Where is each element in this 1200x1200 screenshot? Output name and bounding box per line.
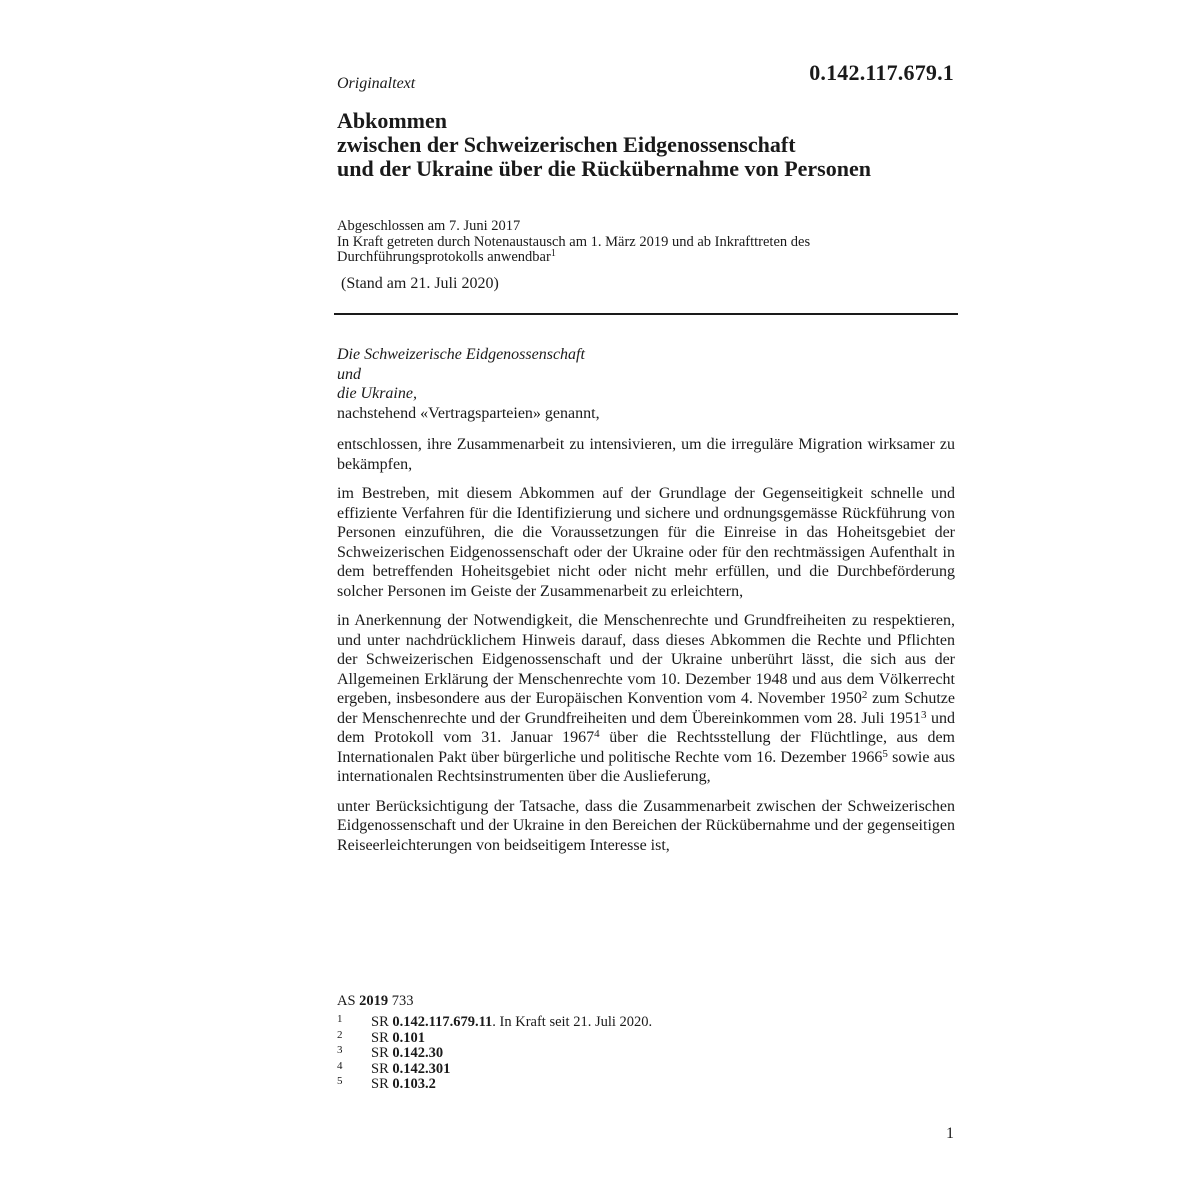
- footnote-ref-1[interactable]: 1: [550, 248, 556, 259]
- preamble-paragraph-3: in Anerkennung der Notwendigkeit, die Menschenrechte und Grundfreiheiten zu respektieren, und unter nachdrücklichem Hinweis darauf, dass dieses Abkommen die Rechte und Pflichten der Schweizerischen Eidgenossenschaft und der Ukraine unberührt lässt, die sich aus der Allgemeinen Erklärung der Menschenrechte vom 10. Dezember 1948 und aus dem Völkerrecht ergeben, insbesondere aus der Europäischen Konvention vom 4. November 1950$^2$ zum Schutze der Menschenrechte und der Grundfreiheiten und dem Übereinkommen vom 28. Juli 1951$^3$ und dem Protokoll vom 31. Januar 1967$^4$ über die Rechtsstellung der Flüchtlinge, aus dem Internationalen Pakt über bürgerliche und politische Rechte vom 16. Dezember 1966$^5$ sowie aus internationalen Rechtsinstrumenten über die Auslieferung,: [337, 612, 956, 785]
- status-date: (Stand am 21. Juli 2020): [341, 275, 499, 292]
- title-line-1: Abkommen: [337, 108, 448, 133]
- footnote-4: 4 SR 0.142.301: [337, 1059, 451, 1077]
- originaltext-label: Originaltext: [337, 75, 416, 92]
- party-conjunction: und: [337, 365, 361, 383]
- footnote-5: 5 SR 0.103.2: [337, 1075, 436, 1092]
- footnote-ref-4[interactable]: 4: [594, 728, 600, 740]
- concluded-date: Abgeschlossen am 7. Juni 2017: [337, 218, 521, 234]
- title-line-2: zwischen der Schweizerischen Eidgenossenschaft: [337, 132, 796, 157]
- preamble: [337, 345, 955, 865]
- preamble-paragraph-4: unter Berücksichtigung der Tatsache, dass die Zusammenarbeit zwischen der Schweizerischen Eidgenossenschaft und der Ukraine in den Bereichen der Rückübernahme und der gegenseitigen Reiseerleichterungen von beidseitigem Interesse ist,: [337, 797, 955, 854]
- footnote-2: 2 SR 0.101: [337, 1028, 425, 1046]
- preamble-paragraph-1: entschlossen, ihre Zusammenarbeit zu intensivieren, um die irreguläre Migration wirksamer zu bekämpfen,: [337, 436, 955, 473]
- sr-number: 0.142.117.679.1: [809, 60, 954, 85]
- in-force-line-1: In Kraft getreten durch Notenaustausch am 1. März 2019 und ab Inkrafttreten des: [337, 233, 811, 250]
- in-force-line-2: Durchführungsprotokolls anwendbar$^1$: [337, 248, 556, 265]
- footnote-4-link[interactable]: 0.142.301: [392, 1060, 451, 1077]
- footnote-ref-5[interactable]: 5: [882, 747, 888, 760]
- as-reference: AS 2019 733: [337, 993, 414, 1009]
- footnote-5-link[interactable]: 0.103.2: [392, 1076, 436, 1092]
- title-line-3: und der Ukraine über die Rückübernahme von Personen: [337, 156, 871, 181]
- footnote-2-link[interactable]: 0.101: [392, 1029, 425, 1046]
- preamble-paragraph-2: im Bestreben, mit diesem Abkommen auf der Grundlage der Gegenseitigkeit schnelle und effiziente Verfahren für die Identifizierung und sichere und ordnungsgemässe Rückführung von Personen einzuführen, die die Voraussetzungen für die Einreise in das Hoheitsgebiet der Schweizerischen Eidgenossenschaft oder der Ukraine oder für den rechtmässigen Aufenthalt in dem betreffenden Hoheitsgebiet nicht oder nicht mehr erfüllen, und die Durchbeförderung solcher Personen im Geiste der Zusammenarbeit zu erleichtern,: [337, 485, 955, 600]
- header-divider: [334, 313, 958, 315]
- page-number: 1: [946, 1125, 954, 1142]
- footnote-1-link[interactable]: 0.142.117.679.11: [392, 1014, 493, 1030]
- footnote-3: 3 SR 0.142.30: [337, 1044, 444, 1061]
- parties-named: nachstehend «Vertragsparteien» genannt,: [337, 404, 600, 422]
- party-switzerland: Die Schweizerische Eidgenossenschaft: [337, 346, 585, 363]
- footnote-1: 1 SR 0.142.117.679.11. In Kraft seit 21. Juli 2020.: [337, 1013, 653, 1030]
- party-ukraine: die Ukraine,: [337, 385, 417, 402]
- footnote-3-link[interactable]: 0.142.30: [392, 1045, 444, 1061]
- footnote-ref-2[interactable]: 2: [861, 689, 868, 701]
- footnotes: [337, 1015, 837, 1093]
- document-meta: [337, 219, 957, 266]
- document-title: [337, 109, 977, 181]
- footnote-ref-3[interactable]: 3: [921, 708, 927, 721]
- contracting-parties: [337, 345, 955, 423]
